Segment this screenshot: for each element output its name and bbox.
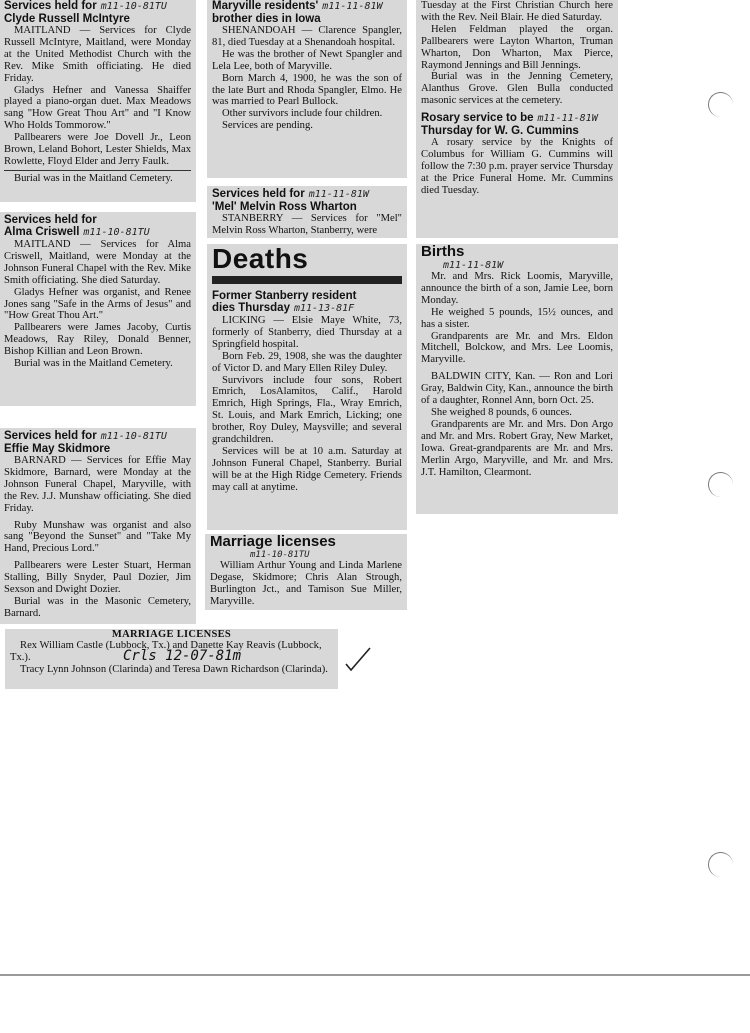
- handwritten-date: m11-11-81W: [537, 113, 598, 125]
- section-bar: [212, 276, 402, 284]
- paragraph: Grandparents are Mr. and Mrs. Eldon Mitchell, Bolckow, and Mrs. Lee Loomis, Maryville.: [421, 330, 613, 366]
- clipping-spangler: [207, 0, 407, 178]
- section-title-births: Births: [421, 244, 465, 260]
- paragraph: Rex William Castle (Lubbock, Tx.) and Danette Kay Reavis (Lubbock, Tx.).: [10, 640, 322, 663]
- clipping-births: [416, 244, 618, 514]
- headline-name: 'Mel' Melvin Ross Wharton: [212, 201, 357, 213]
- headline-text: dies Thursday: [212, 302, 290, 314]
- paragraph: Tracy Lynn Johnson (Clarinda) and Teresa Dawn Richardson (Clarinda).: [20, 663, 328, 675]
- handwritten-date: m11-11-81W: [443, 260, 504, 271]
- headline-text: Former Stanberry resident: [212, 290, 357, 302]
- paragraph: Gladys Hefner was organist, and Renee Jones sang "Safe in the Arms of Jesus" and "How Great Thou Art.": [4, 286, 191, 322]
- births-header: [421, 244, 613, 260]
- headline-line1: [4, 430, 191, 443]
- headline-line1: [421, 112, 613, 125]
- paragraph: Burial was in the Maitland Cemetery.: [14, 172, 173, 184]
- headline-name: Effie May Skidmore: [4, 443, 111, 455]
- paragraph: Grandparents are Mr. and Mrs. Don Argo and Mr. and Mrs. Robert Gray, New Market, Iowa. Great-grandparents are Mr. and Mrs. Merlin Argo, Maryville, and Mr. and Mrs. J.T. Hamilton, Clearmont.: [421, 418, 613, 478]
- clipping-marriage-licenses-bottom: [5, 629, 338, 689]
- headline-text: brother dies in Iowa: [212, 13, 321, 25]
- headline-line2: [212, 302, 402, 315]
- article-body: [212, 315, 402, 494]
- article-body: [212, 213, 402, 237]
- article-body: [10, 640, 333, 676]
- binder-hole-top: [708, 92, 733, 117]
- paragraph: She weighed 8 pounds, 6 ounces.: [431, 406, 572, 418]
- section-title-deaths: Deaths: [212, 244, 309, 274]
- handwritten-date: m11-10-81TU: [100, 1, 167, 12]
- headline-line1: [212, 0, 402, 13]
- handwritten-date: m11-10-81TU: [100, 431, 167, 442]
- headline-line2: [4, 226, 191, 239]
- handwritten-date: m11-11-81W: [322, 1, 383, 12]
- paragraph: BARNARD — Services for Effie May Skidmore, Barnard, were Monday at the Johnson Funeral Chapel, Maryville, with the Rev. J.J. Munshaw officiating. She died Friday.: [4, 455, 191, 514]
- paragraph: Services will be at 10 a.m. Saturday at Johnson Funeral Chapel, Stanberry. Burial will be at the High Ridge Cemetery. Friends may call at anytime.: [212, 445, 402, 493]
- headline-name: Alma Criswell: [4, 226, 80, 238]
- paragraph: SHENANDOAH — Clarence Spangler, 81, died Tuesday at a Shenandoah hospital.: [212, 25, 402, 48]
- article-body: [421, 0, 613, 107]
- headline-text: Maryville residents': [212, 0, 319, 12]
- headline-line1: Services held for: [4, 214, 97, 226]
- clipping-mcintyre: [0, 0, 196, 202]
- headline-line1: [212, 188, 402, 201]
- handwritten-date: m11-10-81TU: [250, 550, 310, 560]
- paragraph: Services are pending.: [222, 120, 313, 132]
- article-body: [4, 25, 191, 185]
- paragraph: Burial was in the Jenning Cemetery, Alanthus Grove. Glen Bulla conducted masonic services at the cemetery.: [421, 71, 613, 107]
- paragraph: LICKING — Elsie Maye White, 73, formerly of Stanberry, died Thursday at a Springfield hospital.: [212, 315, 402, 350]
- divider: [4, 170, 191, 171]
- handwritten-date: m11-10-81TU: [83, 227, 150, 238]
- clipping-skidmore: [0, 428, 196, 624]
- binder-hole-bottom: [708, 852, 733, 877]
- paragraph: Ruby Munshaw was organist and also sang "Beyond the Sunset" and "Take My Hand, Precious Lord.": [4, 519, 191, 555]
- headline-text: Thursday for W. G. Cummins: [421, 125, 579, 138]
- paragraph: He weighed 5 pounds, 15½ ounces, and has a sister.: [421, 306, 613, 330]
- binder-hole-middle: [708, 472, 733, 497]
- headline-text: Rosary service to be: [421, 112, 534, 125]
- headline-text: Services held for: [4, 430, 97, 442]
- handwritten-date: m11-13-81F: [293, 303, 355, 314]
- paragraph: Pallbearers were Lester Stuart, Herman Stalling, Billy Snyder, Paul Dozier, Jim Sexson and Dwight Dozier.: [4, 560, 191, 596]
- article-body: [4, 455, 191, 620]
- clipping-criswell: [0, 212, 196, 406]
- paragraph: Helen Feldman played the organ. Pallbearers were Layton Wharton, Truman Wharton, Don Wharton, Max Pierce, Raymond Jennings and Bill Jennings.: [421, 23, 613, 71]
- headline-line1: [4, 0, 191, 13]
- article-body: [4, 239, 191, 370]
- paragraph: He was the brother of Newt Spangler and Lela Lee, both of Maryville.: [212, 48, 402, 72]
- paragraph: William Arthur Young and Linda Marlene Degase, Skidmore; Chris Alan Strough, Burlington Jct., and Tamison Sue Miller, Maryville.: [210, 560, 402, 607]
- section-title: MARRIAGE LICENSES: [111, 629, 232, 640]
- clipping-deaths-white: [207, 244, 407, 530]
- paragraph: Pallbearers were James Jacoby, Curtis Meadows, Ray Riley, Donald Benner, Bishop Killian and Leon Brown.: [4, 322, 191, 358]
- check-mark-icon: [344, 646, 372, 674]
- paragraph: Other survivors include four children.: [222, 108, 383, 120]
- article-body: [421, 137, 613, 197]
- paragraph: BALDWIN CITY, Kan. — Ron and Lori Gray, Baldwin City, Kan., announce the birth of a daughter, Ronnel Ann, born Oct. 25.: [421, 371, 613, 407]
- handwritten-date: Crls 12-07-81m: [123, 648, 242, 664]
- article-body: [210, 560, 402, 608]
- paragraph: Pallbearers were Joe Dovell Jr., Leon Brown, Leland Bohort, Lester Shields, Max Rowlette, Floyd Elder and Jerry Faulk.: [4, 132, 191, 167]
- paragraph: Gladys Hefner and Vanessa Shaiffer played a piano-organ duet. Max Meadows sang "How Great Thou Art" and "I Know Who Holds Tommorow.": [4, 84, 191, 132]
- paragraph: Mr. and Mrs. Rick Loomis, Maryville, announce the birth of a son, Jamie Lee, born Monday.: [421, 271, 613, 306]
- paragraph: Burial was in the Maitland Cemetery.: [14, 358, 173, 370]
- article-body: [421, 271, 613, 478]
- paragraph: Burial was in the Masonic Cemetery, Barnard.: [4, 595, 191, 619]
- clipping-wharton-cont-cummins: [416, 0, 618, 238]
- paragraph: Born March 4, 1900, he was the son of the late Burt and Rhoda Spangler, Elmo. He was married to Pearl Bullock.: [212, 72, 402, 108]
- article-body: [212, 25, 402, 132]
- handwritten-date: m11-11-81W: [308, 189, 369, 200]
- paragraph: STANBERRY — Services for "Mel" Melvin Ross Wharton, Stanberry, were: [212, 213, 402, 236]
- paragraph: MAITLAND — Services for Alma Criswell, Maitland, were Monday at the Johnson Funeral Chapel with the Rev. Mike Smith officiating. She died Saturday.: [4, 239, 191, 286]
- paragraph: Tuesday at the First Christian Church here with the Rev. Neil Blair. He died Saturday.: [421, 0, 613, 23]
- headline-name: Clyde Russell McIntyre: [4, 13, 130, 25]
- headline-text: Services held for: [212, 188, 305, 200]
- paragraph: A rosary service by the Knights of Columbus for William G. Cummins will follow the 7:30 p.m. prayer service Thursday at the Price Funeral Home. Mr. Cummins died Tuesday.: [421, 137, 613, 196]
- clipping-marriage-licenses: [205, 534, 407, 610]
- clipping-wharton: [207, 186, 407, 238]
- page-bottom-edge: [0, 974, 750, 976]
- headline-text: Services held for: [4, 0, 97, 12]
- paragraph: Survivors include four sons, Robert Emrich, LosAlamitos, Calif., Harold Emrich, High Springs, Fla., Wray Emrich, St. Louis, and Mark Emrich, Licking; one brother, Roy Duley, Maysville; and several grandchildren.: [212, 374, 402, 446]
- section-title-marriage: Marriage licenses: [210, 534, 336, 550]
- paragraph: MAITLAND — Services for Clyde Russell McIntyre, Maitland, were Monday at the United Methodist Church with the Rev. Mike Smith officiating. He died Friday.: [4, 25, 191, 84]
- paragraph: Born Feb. 29, 1908, she was the daughter of Victor D. and Mary Ellen Riley Duley.: [212, 350, 402, 374]
